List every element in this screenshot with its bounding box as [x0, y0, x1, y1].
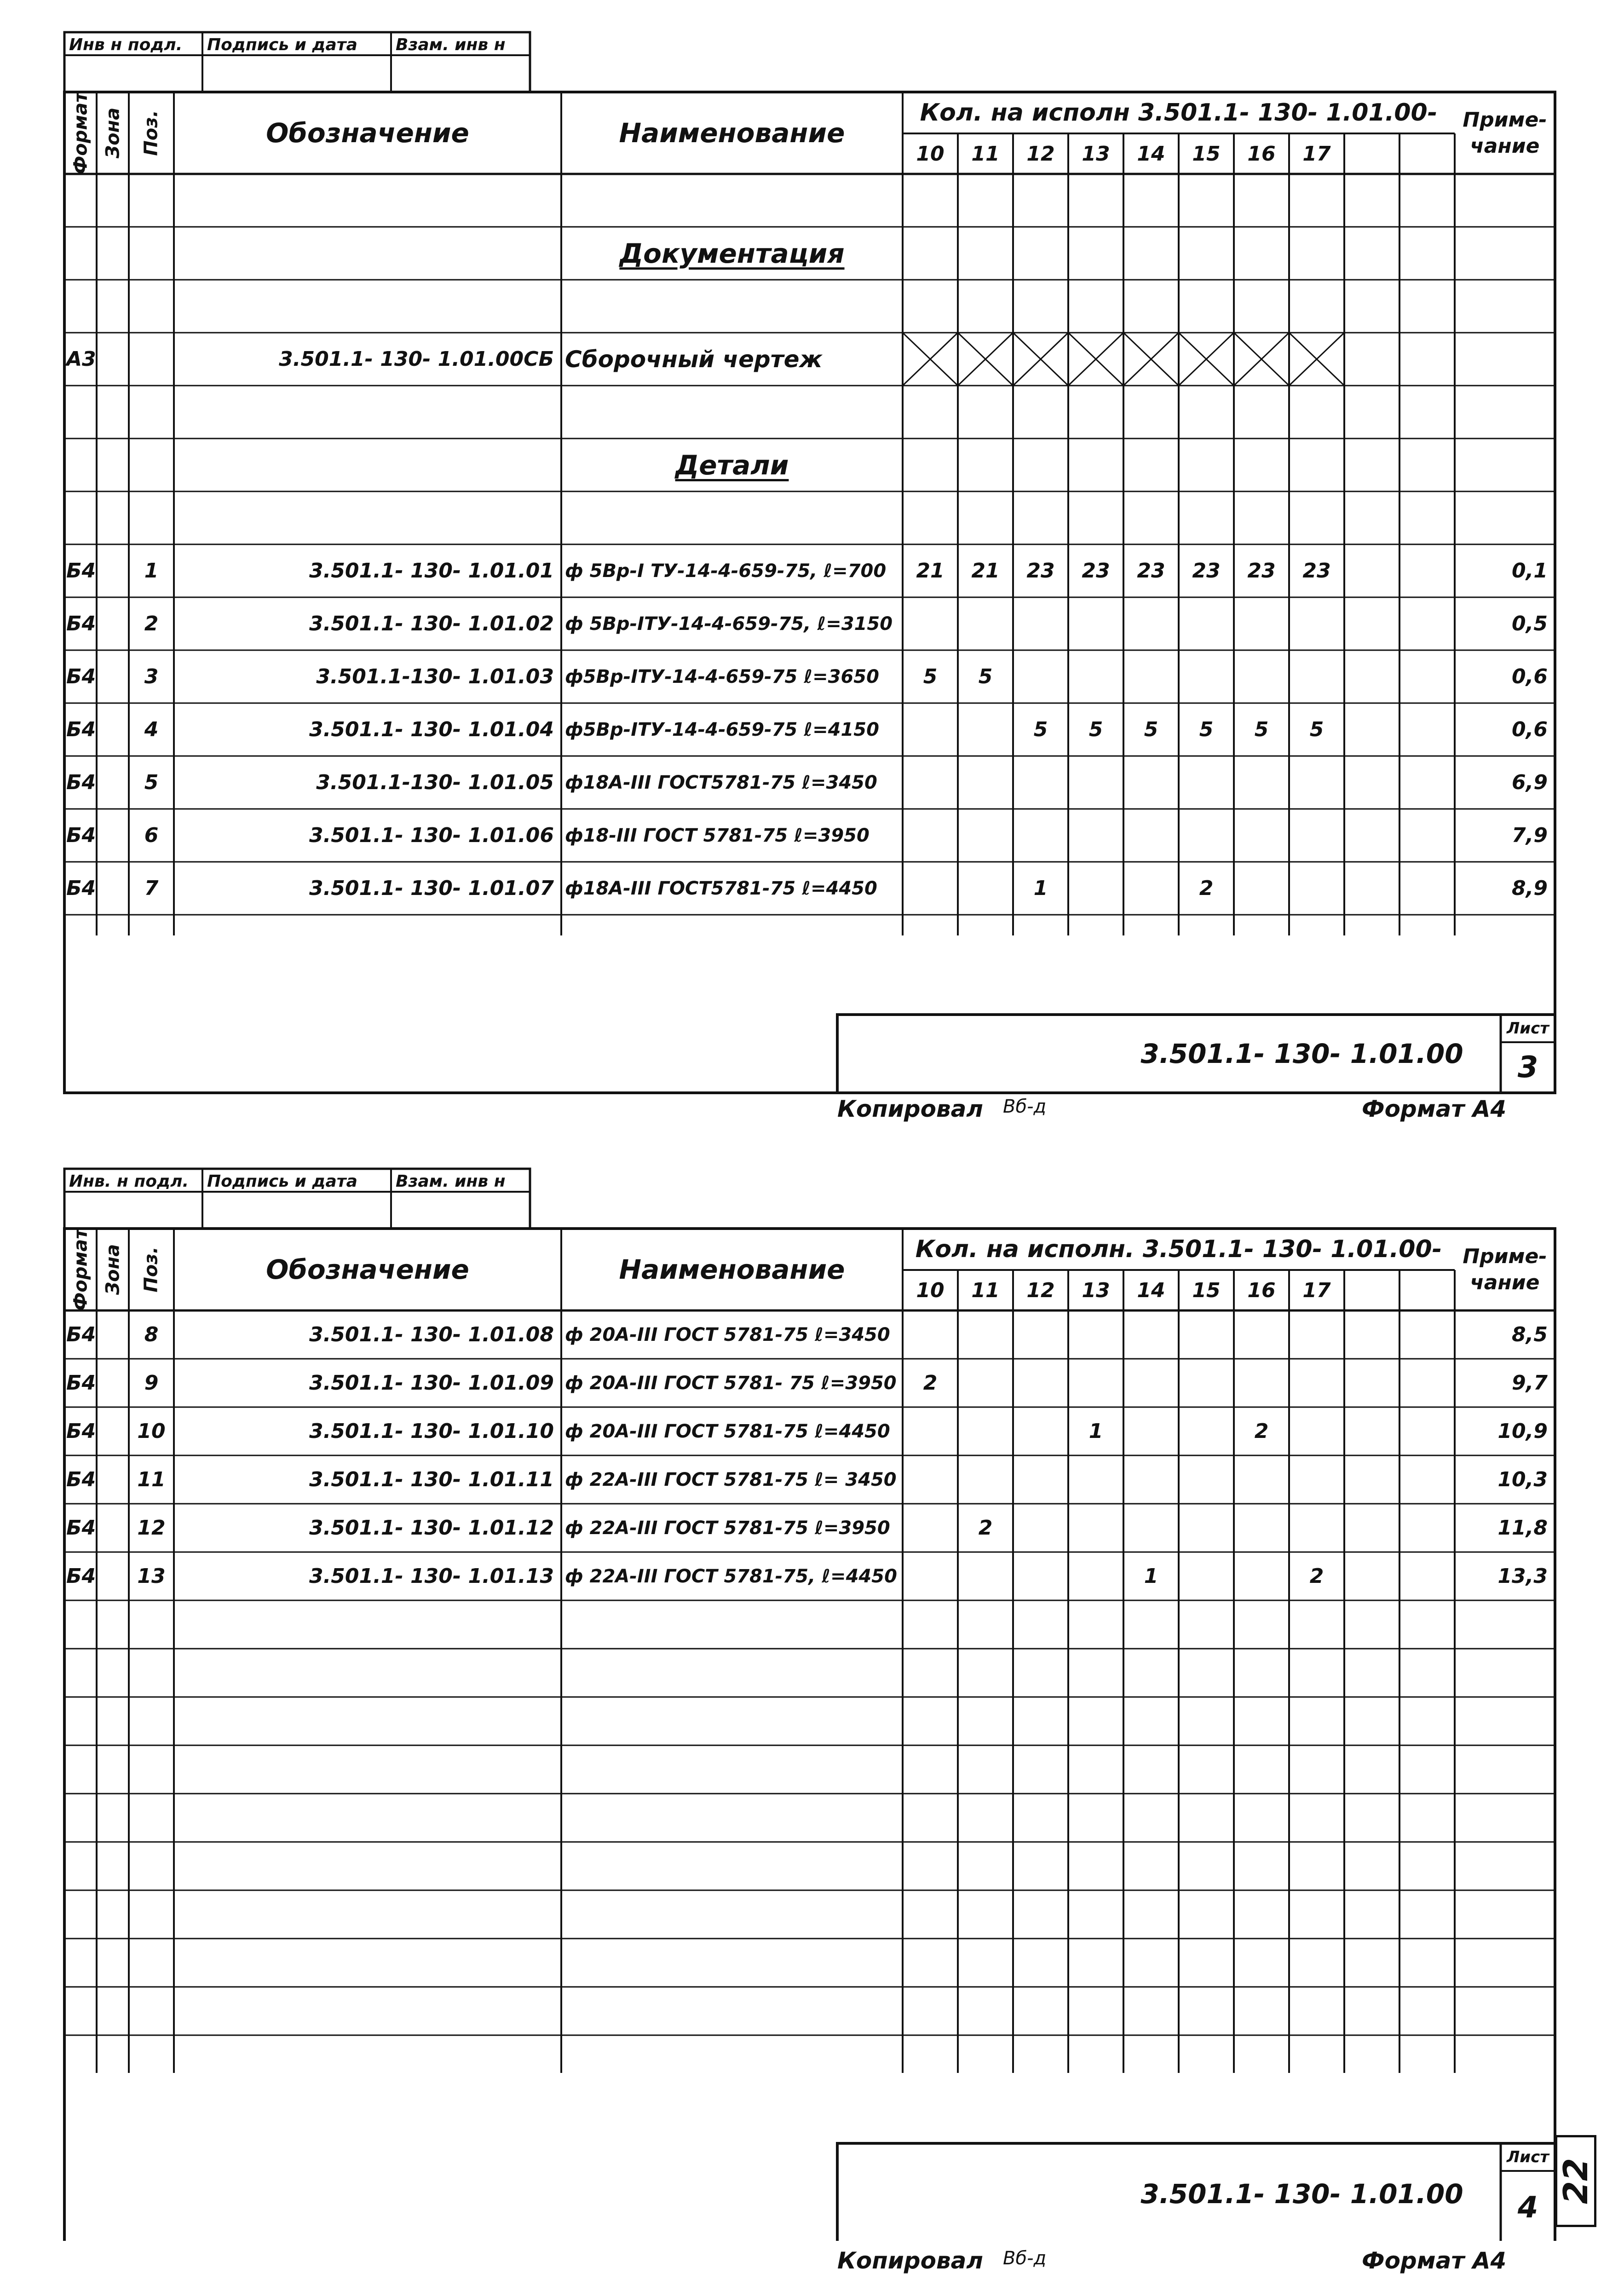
header-primechanie: Приме- чание	[1463, 1244, 1547, 1294]
row-qty: 1	[1033, 877, 1048, 900]
row-designation: 3.501.1- 130- 1.01.11	[309, 1468, 554, 1491]
title-list-number: 4	[1517, 2191, 1538, 2225]
row-designation: 3.501.1- 130- 1.01.13	[309, 1564, 554, 1588]
row-qty: 23	[1137, 559, 1165, 583]
header-variant-13: 13	[1082, 1278, 1110, 1302]
row-pos: 8	[144, 1323, 159, 1346]
row-format: Б4	[66, 665, 96, 688]
header-primechanie: Приме- чание	[1463, 108, 1547, 158]
row-name: ф18А-III ГОСТ5781-75 ℓ=4450	[565, 877, 877, 899]
header-variant-11: 11	[971, 1278, 1000, 1302]
row-qty: 2	[1254, 1420, 1269, 1443]
row-qty: 23	[1192, 559, 1221, 583]
row-qty: 2	[978, 1516, 993, 1540]
row-qty: 5	[1254, 718, 1269, 741]
header-variant-15: 15	[1192, 1278, 1221, 1302]
row-qty: 5	[923, 665, 938, 688]
stamp-inv-podl: Инв. н подл.	[69, 1172, 189, 1191]
row-qty: 21	[916, 559, 944, 583]
stamp-inv-podl: Инв н подл.	[69, 35, 183, 54]
row-note: 0,1	[1512, 559, 1548, 583]
row-note: 0,6	[1512, 665, 1548, 688]
footer-format: Формат А4	[1362, 1096, 1507, 1122]
row-designation: 3.501.1-130- 1.01.05	[316, 771, 554, 794]
footer-signature: Вб-д	[1003, 2248, 1047, 2269]
row-qty: 23	[1302, 559, 1331, 583]
header-oboznachenie: Обозначение	[266, 1254, 469, 1285]
row-format: Б4	[66, 824, 96, 847]
row-format: Б4	[66, 877, 96, 900]
row-qty: 21	[971, 559, 1000, 583]
row-qty: 5	[1088, 718, 1103, 741]
title-designation: 3.501.1- 130- 1.01.00	[1140, 2178, 1463, 2210]
section-documentation: Документация	[619, 237, 845, 269]
header-variant-13: 13	[1082, 142, 1110, 166]
header-zona: Зона	[102, 1244, 123, 1295]
row-note: 8,5	[1512, 1323, 1548, 1346]
header-poz: Поз.	[141, 1247, 162, 1293]
row-format: Б4	[66, 1516, 96, 1540]
header-variant-12: 12	[1026, 142, 1055, 166]
title-designation: 3.501.1- 130- 1.01.00	[1140, 1038, 1463, 1069]
row-note: 10,3	[1497, 1468, 1548, 1491]
footer-kopiroval: Копировал	[837, 1096, 983, 1122]
row-designation: 3.501.1-130- 1.01.03	[316, 665, 554, 688]
stamp-signature-date: Подпись и дата	[207, 1172, 357, 1191]
header-oboznachenie: Обозначение	[266, 117, 469, 149]
row-pos: 5	[144, 771, 159, 794]
row-pos: 1	[144, 559, 159, 583]
header-naimenovanie: Наименование	[619, 117, 845, 149]
row-format: Б4	[66, 1323, 96, 1346]
row-pos: 7	[144, 877, 159, 900]
row-pos: 13	[137, 1564, 166, 1588]
row-qty: 23	[1082, 559, 1110, 583]
row-name: ф 22А-III ГОСТ 5781-75 ℓ=3950	[565, 1517, 890, 1539]
row-pos: 11	[137, 1468, 166, 1491]
header-variant-17: 17	[1302, 142, 1331, 166]
margin-page-number: 22	[1555, 2135, 1596, 2227]
row-note: 8,9	[1512, 877, 1548, 900]
row-pos: 12	[137, 1516, 166, 1540]
row-name: ф 20А-III ГОСТ 5781- 75 ℓ=3950	[565, 1372, 897, 1394]
row-name: ф18-III ГОСТ 5781-75 ℓ=3950	[565, 825, 870, 846]
row-name: ф 22А-III ГОСТ 5781-75, ℓ=4450	[565, 1565, 897, 1587]
header-naimenovanie: Наименование	[619, 1254, 845, 1285]
row-format: А3	[66, 347, 96, 371]
header-variant-11: 11	[971, 142, 1000, 166]
stamp-vzam: Взам. инв н	[396, 1172, 506, 1191]
row-qty: 5	[1309, 718, 1324, 741]
row-note: 9,7	[1512, 1371, 1548, 1395]
row-designation: 3.501.1- 130- 1.01.02	[309, 612, 554, 635]
row-note: 11,8	[1497, 1516, 1548, 1540]
header-variant-14: 14	[1137, 1278, 1165, 1302]
row-note: 7,9	[1512, 824, 1548, 847]
sheet-list-4	[0, 1137, 1624, 2274]
row-qty: 23	[1247, 559, 1276, 583]
header-poz: Поз.	[141, 110, 162, 156]
row-pos: 3	[144, 665, 159, 688]
row-format: Б4	[66, 1564, 96, 1588]
row-name: ф5Вр-IТУ-14-4-659-75 ℓ=4150	[565, 719, 879, 740]
row-format: Б4	[66, 771, 96, 794]
row-pos: 2	[144, 612, 159, 635]
row-note: 0,5	[1512, 612, 1548, 635]
row-designation: 3.501.1- 130- 1.01.08	[309, 1323, 554, 1346]
row-designation: 3.501.1- 130- 1.01.09	[309, 1371, 554, 1395]
row-name: ф5Вр-IТУ-14-4-659-75 ℓ=3650	[565, 666, 879, 687]
row-format: Б4	[66, 1468, 96, 1491]
row-designation: 3.501.1- 130- 1.01.00СБ	[279, 347, 554, 371]
row-qty: 1	[1144, 1564, 1158, 1588]
row-name: ф 5Вр-I ТУ-14-4-659-75, ℓ=700	[565, 560, 887, 582]
header-variant-10: 10	[916, 1278, 944, 1302]
header-variant-17: 17	[1302, 1278, 1331, 1302]
row-note: 6,9	[1512, 771, 1548, 794]
header-format: Формат	[70, 1228, 91, 1311]
row-qty: 2	[1309, 1564, 1324, 1588]
row-name: ф 20А-III ГОСТ 5781-75 ℓ=3450	[565, 1324, 890, 1345]
row-pos: 4	[144, 718, 159, 741]
row-qty: 5	[1199, 718, 1214, 741]
row-qty: 5	[1033, 718, 1048, 741]
row-qty: 5	[1144, 718, 1158, 741]
row-note: 0,6	[1512, 718, 1548, 741]
row-name: ф 22А-III ГОСТ 5781-75 ℓ= 3450	[565, 1469, 897, 1490]
header-variant-14: 14	[1137, 142, 1165, 166]
row-designation: 3.501.1- 130- 1.01.04	[309, 718, 554, 741]
row-note: 10,9	[1497, 1420, 1548, 1443]
stamp-vzam: Взам. инв н	[396, 35, 506, 54]
header-variant-10: 10	[916, 142, 944, 166]
row-pos: 6	[144, 824, 159, 847]
row-pos: 9	[144, 1371, 159, 1395]
title-list-label: Лист	[1507, 2148, 1549, 2166]
row-name: ф18А-III ГОСТ5781-75 ℓ=3450	[565, 772, 877, 793]
row-name: ф 20А-III ГОСТ 5781-75 ℓ=4450	[565, 1420, 890, 1442]
row-pos: 10	[137, 1420, 166, 1443]
row-qty: 1	[1088, 1420, 1103, 1443]
header-kol: Кол. на исполн 3.501.1- 130- 1.01.00-	[920, 99, 1438, 127]
section-parts: Детали	[675, 449, 789, 481]
header-variant-16: 16	[1247, 142, 1276, 166]
row-designation: 3.501.1- 130- 1.01.01	[309, 559, 554, 583]
row-format: Б4	[66, 718, 96, 741]
row-name: ф 5Вр-IТУ-14-4-659-75, ℓ=3150	[565, 613, 893, 635]
header-format: Формат	[70, 92, 91, 174]
row-format: Б4	[66, 559, 96, 583]
header-zona: Зона	[102, 107, 123, 159]
header-kol: Кол. на исполн. 3.501.1- 130- 1.01.00-	[915, 1235, 1442, 1263]
row-qty: 2	[923, 1371, 938, 1395]
row-format: Б4	[66, 1371, 96, 1395]
title-list-label: Лист	[1507, 1019, 1549, 1038]
row-qty: 2	[1199, 877, 1214, 900]
row-note: 13,3	[1497, 1564, 1548, 1588]
row-designation: 3.501.1- 130- 1.01.12	[309, 1516, 554, 1540]
footer-signature: Вб-д	[1003, 1096, 1047, 1117]
header-variant-12: 12	[1026, 1278, 1055, 1302]
stamp-signature-date: Подпись и дата	[207, 35, 357, 54]
row-format: Б4	[66, 1420, 96, 1443]
row-qty: 23	[1026, 559, 1055, 583]
header-variant-15: 15	[1192, 142, 1221, 166]
row-format: Б4	[66, 612, 96, 635]
row-designation: 3.501.1- 130- 1.01.10	[309, 1420, 554, 1443]
row-name: Сборочный чертеж	[565, 346, 823, 373]
sheet-list-3	[0, 0, 1624, 1122]
row-designation: 3.501.1- 130- 1.01.07	[309, 877, 554, 900]
header-variant-16: 16	[1247, 1278, 1276, 1302]
title-list-number: 3	[1517, 1050, 1538, 1085]
footer-kopiroval: Копировал	[837, 2247, 983, 2274]
row-designation: 3.501.1- 130- 1.01.06	[309, 824, 554, 847]
row-qty: 5	[978, 665, 993, 688]
footer-format: Формат А4	[1362, 2247, 1507, 2274]
